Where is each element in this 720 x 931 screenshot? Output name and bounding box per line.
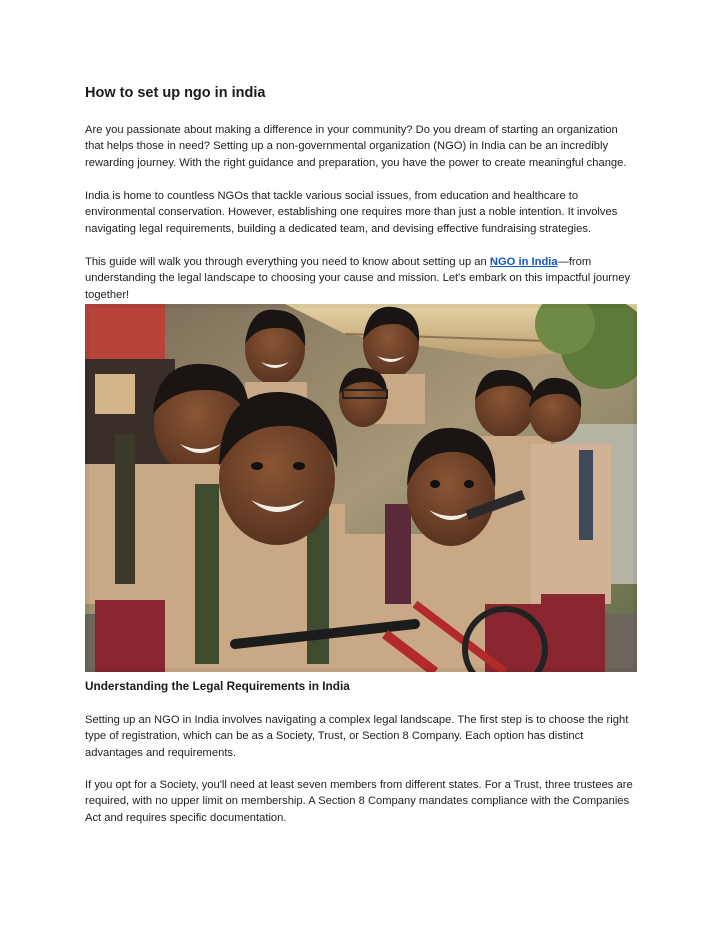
schoolchildren-photo — [85, 304, 637, 672]
intro-paragraph-3-text-before: This guide will walk you through everything you need to know about setting up an — [85, 256, 490, 268]
intro-paragraph-3 — [85, 254, 637, 303]
intro-paragraph-1: Are you passionate about making a difference in your community? Do you dream of starting an organization that helps those in need? Setting up a non-governmental organization (NGO) in India can be an incredibly rewarding journey. With the right guidance and preparation, you have the power to create meaningful change. — [85, 124, 627, 169]
section-heading: Understanding the Legal Requirements in India — [85, 679, 350, 693]
legal-paragraph-1: Setting up an NGO in India involves navigating a complex legal landscape. The first step is to choose the right type of registration, which can be as a Society, Trust, or Section 8 Company. Each option has distinct advantages and requirements. — [85, 714, 629, 759]
intro-paragraph-2: India is home to countless NGOs that tackle various social issues, from education and healthcare to environmental conservation. However, establishing one requires more than just a noble intention. It involves navigating legal requirements, building a dedicated team, and devising effective fundraising strategies. — [85, 190, 618, 235]
intro-paragraph-3-text-after: —from understanding the legal landscape to choosing your cause and mission. Let's embark on this impactful journey together! — [85, 256, 631, 301]
ngo-in-india-link[interactable]: NGO in India — [489, 256, 558, 268]
page-title: How to set up ngo in india — [85, 85, 266, 101]
legal-paragraph-2: If you opt for a Society, you'll need at least seven members from different states. For a Trust, three trustees are required, with no upper limit on membership. A Section 8 Company mandates compliance with the Companies Act and requires specific documentation. — [85, 779, 633, 824]
